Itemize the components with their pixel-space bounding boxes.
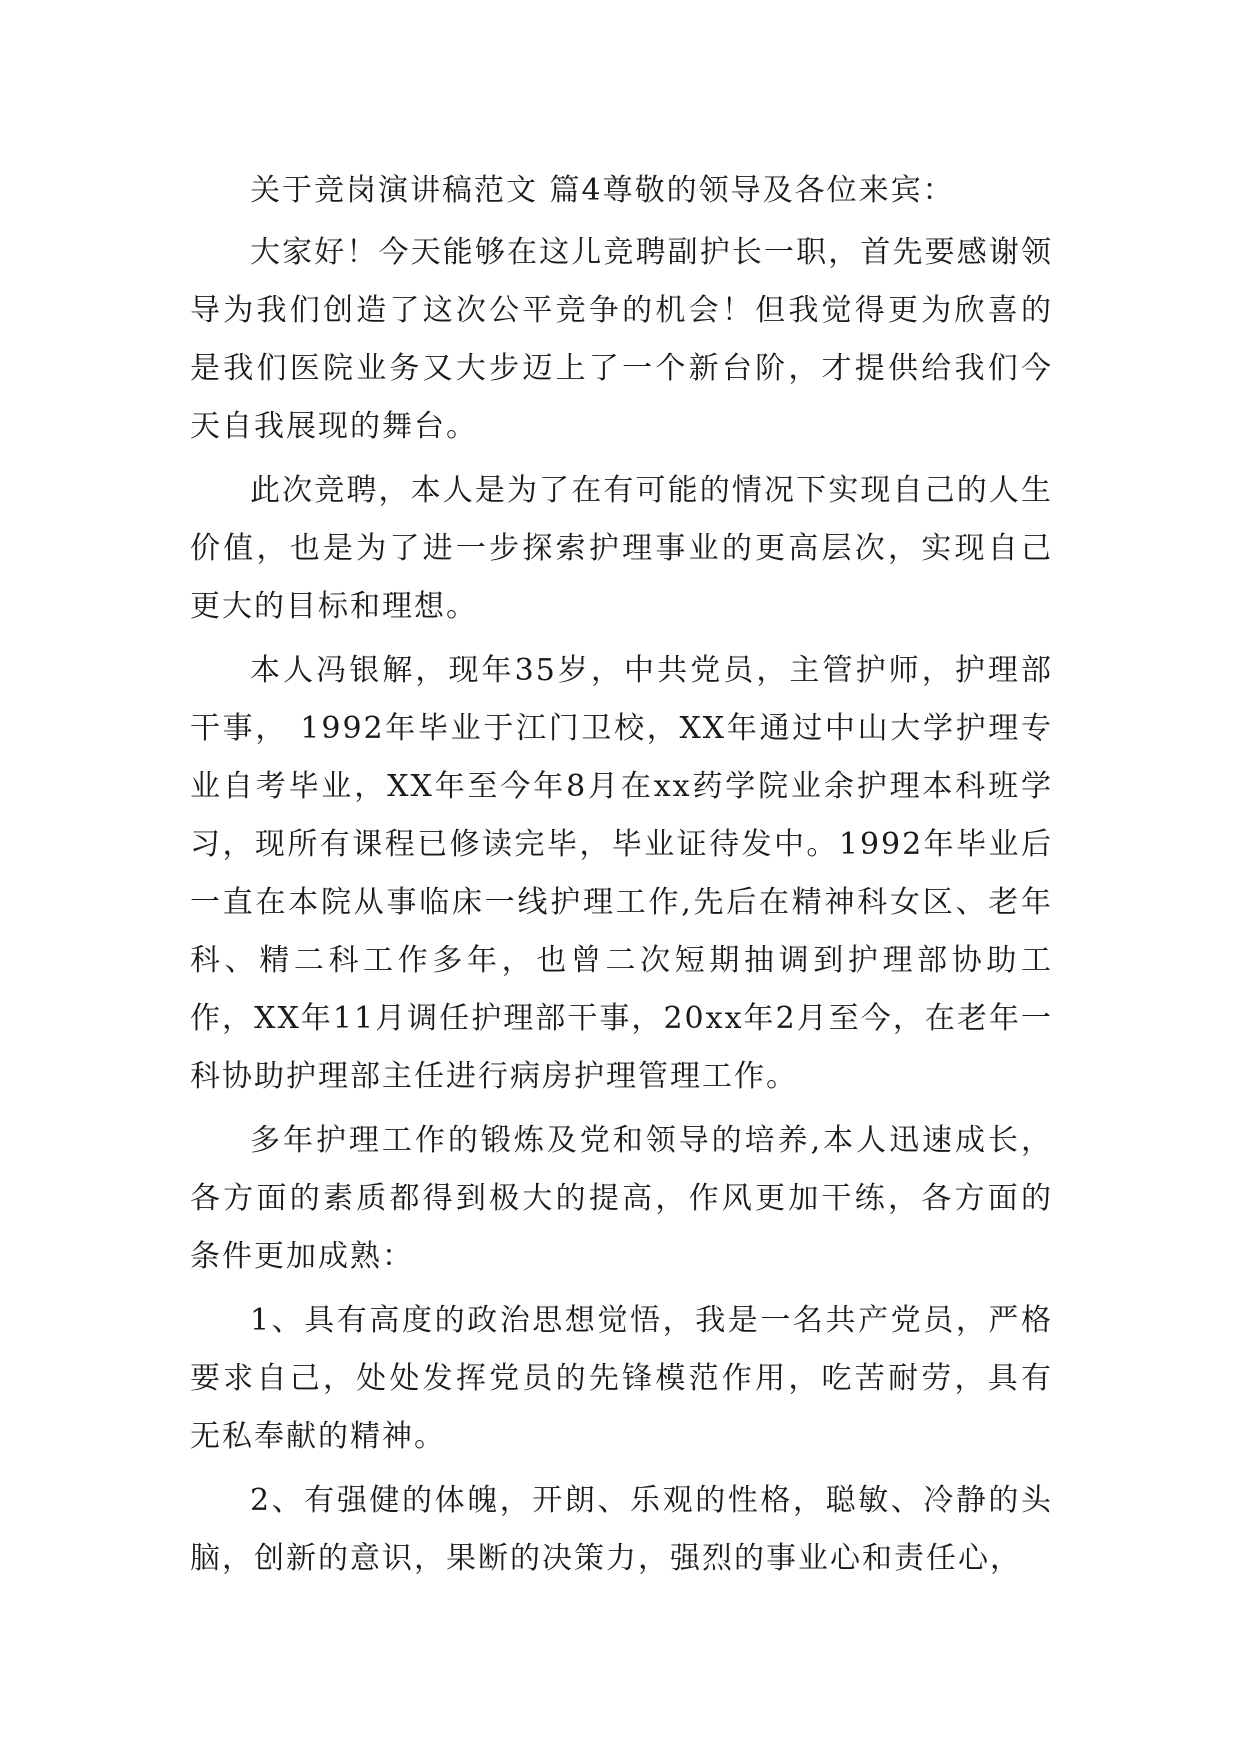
paragraph-background: 本人冯银解，现年35岁，中共党员，主管护师，护理部干事， 1992年毕业于江门卫校，XX年通过中山大学护理专业自考毕业，XX年至今年8月在xx药学院业余护理本科班学习，现所有课程已修读完毕，毕业证待发中。1992年毕业后一直在本院从事临床一线护理工作,先后在精神科女区、老年科、精二科工作多年，也曾二次短期抽调到护理部协助工作，XX年11月调任护理部干事，20xx年2月至今，在老年一科协助护理部主任进行病房护理管理工作。 <box>190 653 1053 1094</box>
paragraph-point-2: 2、有强健的体魄，开朗、乐观的性格，聪敏、冷静的头脑，创新的意识，果断的决策力，强烈的事业心和责任心， <box>190 1483 1053 1576</box>
document-body <box>190 166 1053 1588</box>
paragraph-growth: 多年护理工作的锻炼及党和领导的培养,本人迅速成长，各方面的素质都得到极大的提高，作风更加干练，各方面的条件更加成熟： <box>190 1123 1053 1274</box>
paragraph-greeting: 大家好！今天能够在这儿竞聘副护长一职，首先要感谢领导为我们创造了这次公平竞争的机会！但我觉得更为欣喜的是我们医院业务又大步迈上了一个新台阶，才提供给我们今天自我展现的舞台。 <box>190 235 1053 444</box>
paragraph-point-1: 1、具有高度的政治思想觉悟，我是一名共产党员，严格要求自己，处处发挥党员的先锋模范作用，吃苦耐劳，具有无私奉献的精神。 <box>190 1303 1053 1454</box>
paragraph-purpose: 此次竞聘，本人是为了在有可能的情况下实现自己的人生价值，也是为了进一步探索护理事业的更高层次，实现自己更大的目标和理想。 <box>190 473 1053 624</box>
paragraph-title: 关于竞岗演讲稿范文 篇4尊敬的领导及各位来宾： <box>250 173 955 208</box>
